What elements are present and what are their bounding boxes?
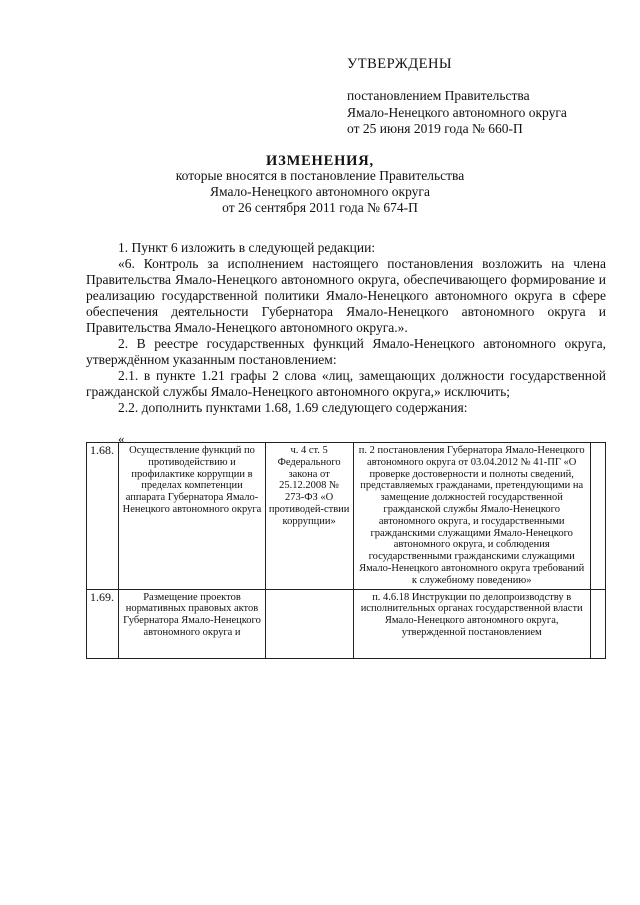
paragraph-2-2: 2.2. дополнить пунктами 1.68, 1.69 следующего содержания: xyxy=(118,400,468,415)
table-row xyxy=(87,589,606,658)
subtitle-line: которые вносятся в постановление Правительства xyxy=(175,168,465,183)
opening-quote: « xyxy=(118,431,125,446)
functions-table xyxy=(86,442,606,659)
approval-heading: УТВЕРЖДЕНЫ xyxy=(347,56,453,72)
row-number: 1.68. xyxy=(87,443,119,590)
paragraph-2: 2. В реестре государственных функций Ямало-Ненецкого автономного округа, утверждённом указанным постановлением: xyxy=(86,336,606,367)
table-row xyxy=(87,443,606,590)
approval-line: постановлением Правительства xyxy=(347,88,530,103)
extra-cell xyxy=(590,589,605,658)
paragraph-2-1: 2.1. в пункте 1.21 графы 2 слова «лиц, замещающих должности государственной гражданской службы Ямало-Ненецкого автономного округа,» исключить; xyxy=(86,368,606,399)
act-cell: п. 2 постановления Губернатора Ямало-Ненецкого автономного округа от 03.04.2012 № 41-ПГ «О проверке достоверности и полноты сведений, представляемых гражданами, претендующими на замещение должностей государственной гражданской службы Ямало-Ненецкого автономного округа, и государственными гражданскими служащими Ямало-Ненецкого автономного округа, и соблюдения государственными гражданскими служащими Ямало-Ненецкого автономного округа требований к служебному поведению» xyxy=(353,443,590,590)
approval-block xyxy=(347,88,567,138)
subtitle-line: от 26 сентября 2011 года № 674-П xyxy=(222,200,418,215)
law-cell: ч. 4 ст. 5 Федерального закона от 25.12.2008 № 273-ФЗ «О противодей-ствии коррупции» xyxy=(265,443,353,590)
function-cell: Размещение проектов нормативных правовых актов Губернатора Ямало-Ненецкого автономного округа и xyxy=(119,589,265,658)
document-subtitle xyxy=(0,168,640,216)
row-number: 1.69. xyxy=(87,589,119,658)
document-title: ИЗМЕНЕНИЯ, xyxy=(266,153,374,169)
subtitle-line: Ямало-Ненецкого автономного округа xyxy=(210,184,430,199)
act-cell: п. 4.6.18 Инструкции по делопроизводству в исполнительных органах государственной власти Ямало-Ненецкого автономного округа, утвержденной постановлением xyxy=(353,589,590,658)
extra-cell xyxy=(590,443,605,590)
paragraph-1: 1. Пункт 6 изложить в следующей редакции: xyxy=(118,240,376,255)
function-cell: Осуществление функций по противодействию и профилактике коррупции в пределах компетенции аппарата Губернатора Ямало-Ненецкого автономного округа xyxy=(119,443,265,590)
approval-line: от 25 июня 2019 года № 660-П xyxy=(347,121,523,136)
approval-line: Ямало-Ненецкого автономного округа xyxy=(347,104,567,120)
document-body xyxy=(86,240,606,416)
law-cell xyxy=(265,589,353,658)
paragraph-1-text: «6. Контроль за исполнением настоящего постановления возложить на члена Правительства Ямало-Ненецкого автономного округа, обеспечивающего формирование и реализацию государственной политики Ямало-Ненецкого автономного округа в сфере обеспечения деятельности Губернатора Ямало-Ненецкого автономного округа и Правительства Ямало-Ненецкого автономного округа.». xyxy=(86,256,606,335)
